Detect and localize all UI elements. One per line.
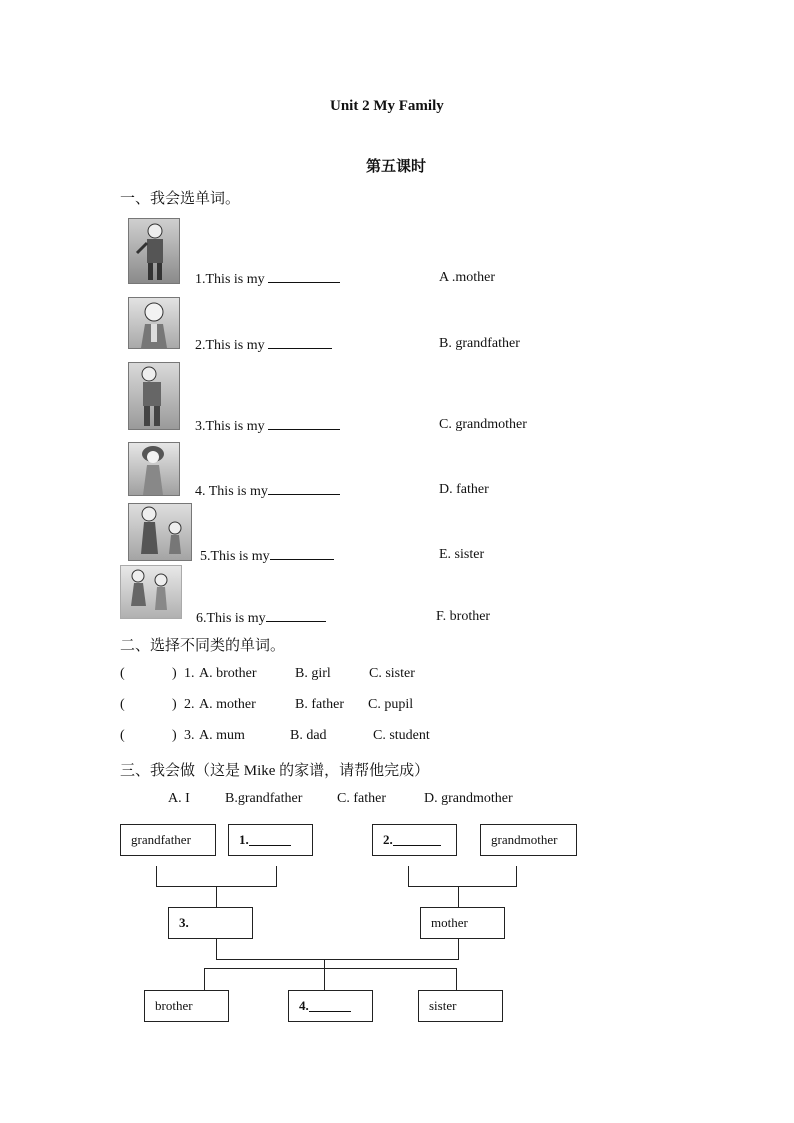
question-5: 5.This is my	[200, 547, 334, 565]
tree-option-b: B.grandfather	[225, 791, 303, 806]
option-d: D. father	[439, 482, 489, 497]
row-3-num: 3.	[184, 728, 195, 743]
paren-close-3: )	[172, 728, 177, 743]
question-6: 6.This is my	[196, 609, 326, 627]
tree-line	[156, 866, 157, 886]
parent-children-picture	[128, 503, 192, 561]
tree-option-a: A. I	[168, 791, 190, 806]
paren-close-1: )	[172, 666, 177, 681]
tree-box-4[interactable]: 4.	[288, 990, 373, 1022]
row-3-a: A. mum	[199, 728, 245, 743]
question-4: 4. This is my	[195, 482, 340, 500]
row-3-b: B. dad	[290, 728, 327, 743]
answer-blank-4[interactable]	[268, 482, 340, 495]
tree-box-3[interactable]: 3.	[168, 907, 253, 939]
row-3-c: C. student	[373, 728, 430, 743]
row-2-c: C. pupil	[368, 697, 414, 712]
option-e: E. sister	[439, 547, 485, 562]
tree-blank-2[interactable]	[393, 835, 441, 846]
paren-open-3: (	[120, 728, 125, 743]
paren-open-1: (	[120, 666, 125, 681]
tree-line	[276, 866, 277, 886]
question-3: 3.This is my	[195, 417, 340, 435]
row-1-c: C. sister	[369, 666, 415, 681]
tree-line	[456, 968, 457, 990]
section2-heading: 二、选择不同类的单词。	[120, 638, 286, 654]
tree-line	[216, 938, 217, 959]
section3-heading: 三、我会做（这是 Mike 的家谱，请帮他完成）	[120, 763, 430, 779]
tree-line	[216, 886, 217, 907]
tree-line	[408, 886, 517, 887]
tree-box-sister: sister	[418, 990, 503, 1022]
answer-blank-5[interactable]	[270, 547, 334, 560]
tree-box-brother: brother	[144, 990, 229, 1022]
tree-line	[516, 866, 517, 886]
row-1-num: 1.	[184, 666, 195, 681]
paren-close-2: )	[172, 697, 177, 712]
tree-box-grandmother: grandmother	[480, 824, 577, 856]
answer-blank-3[interactable]	[268, 417, 340, 430]
tree-option-d: D. grandmother	[424, 791, 513, 806]
answer-blank-1[interactable]	[268, 270, 340, 283]
tree-line	[204, 968, 205, 990]
tree-blank-1[interactable]	[249, 835, 291, 846]
option-c: C. grandmother	[439, 417, 527, 432]
tree-line	[458, 938, 459, 959]
question-2: 2.This is my	[195, 336, 332, 354]
woman-picture	[128, 442, 180, 496]
siblings-picture	[120, 565, 182, 619]
option-a: A .mother	[439, 270, 495, 285]
tree-box-mother: mother	[420, 907, 505, 939]
tree-option-c: C. father	[337, 791, 386, 806]
lesson-label: 第五课时	[366, 159, 427, 175]
option-f: F. brother	[436, 609, 491, 624]
grandfather-picture	[128, 218, 180, 284]
man-picture	[128, 362, 180, 430]
row-2-a: A. mother	[199, 697, 256, 712]
paren-open-2: (	[120, 697, 125, 712]
option-b: B. grandfather	[439, 336, 520, 351]
tree-box-2[interactable]: 2.	[372, 824, 457, 856]
page-title: Unit 2 My Family	[330, 98, 444, 114]
tree-line	[204, 968, 457, 969]
tree-box-grandfather: grandfather	[120, 824, 216, 856]
row-2-num: 2.	[184, 697, 195, 712]
tree-line	[458, 886, 459, 907]
tree-line	[408, 866, 409, 886]
row-1-a: A. brother	[199, 666, 257, 681]
tree-blank-4[interactable]	[309, 1001, 351, 1012]
row-2-b: B. father	[295, 697, 344, 712]
tree-box-1[interactable]: 1.	[228, 824, 313, 856]
row-1-b: B. girl	[295, 666, 331, 681]
section1-heading: 一、我会选单词。	[120, 191, 241, 207]
grandmother-picture	[128, 297, 180, 349]
tree-line	[216, 959, 459, 960]
answer-blank-2[interactable]	[268, 336, 332, 349]
answer-blank-6[interactable]	[266, 609, 326, 622]
question-1: 1.This is my	[195, 270, 340, 288]
tree-line	[324, 959, 325, 990]
